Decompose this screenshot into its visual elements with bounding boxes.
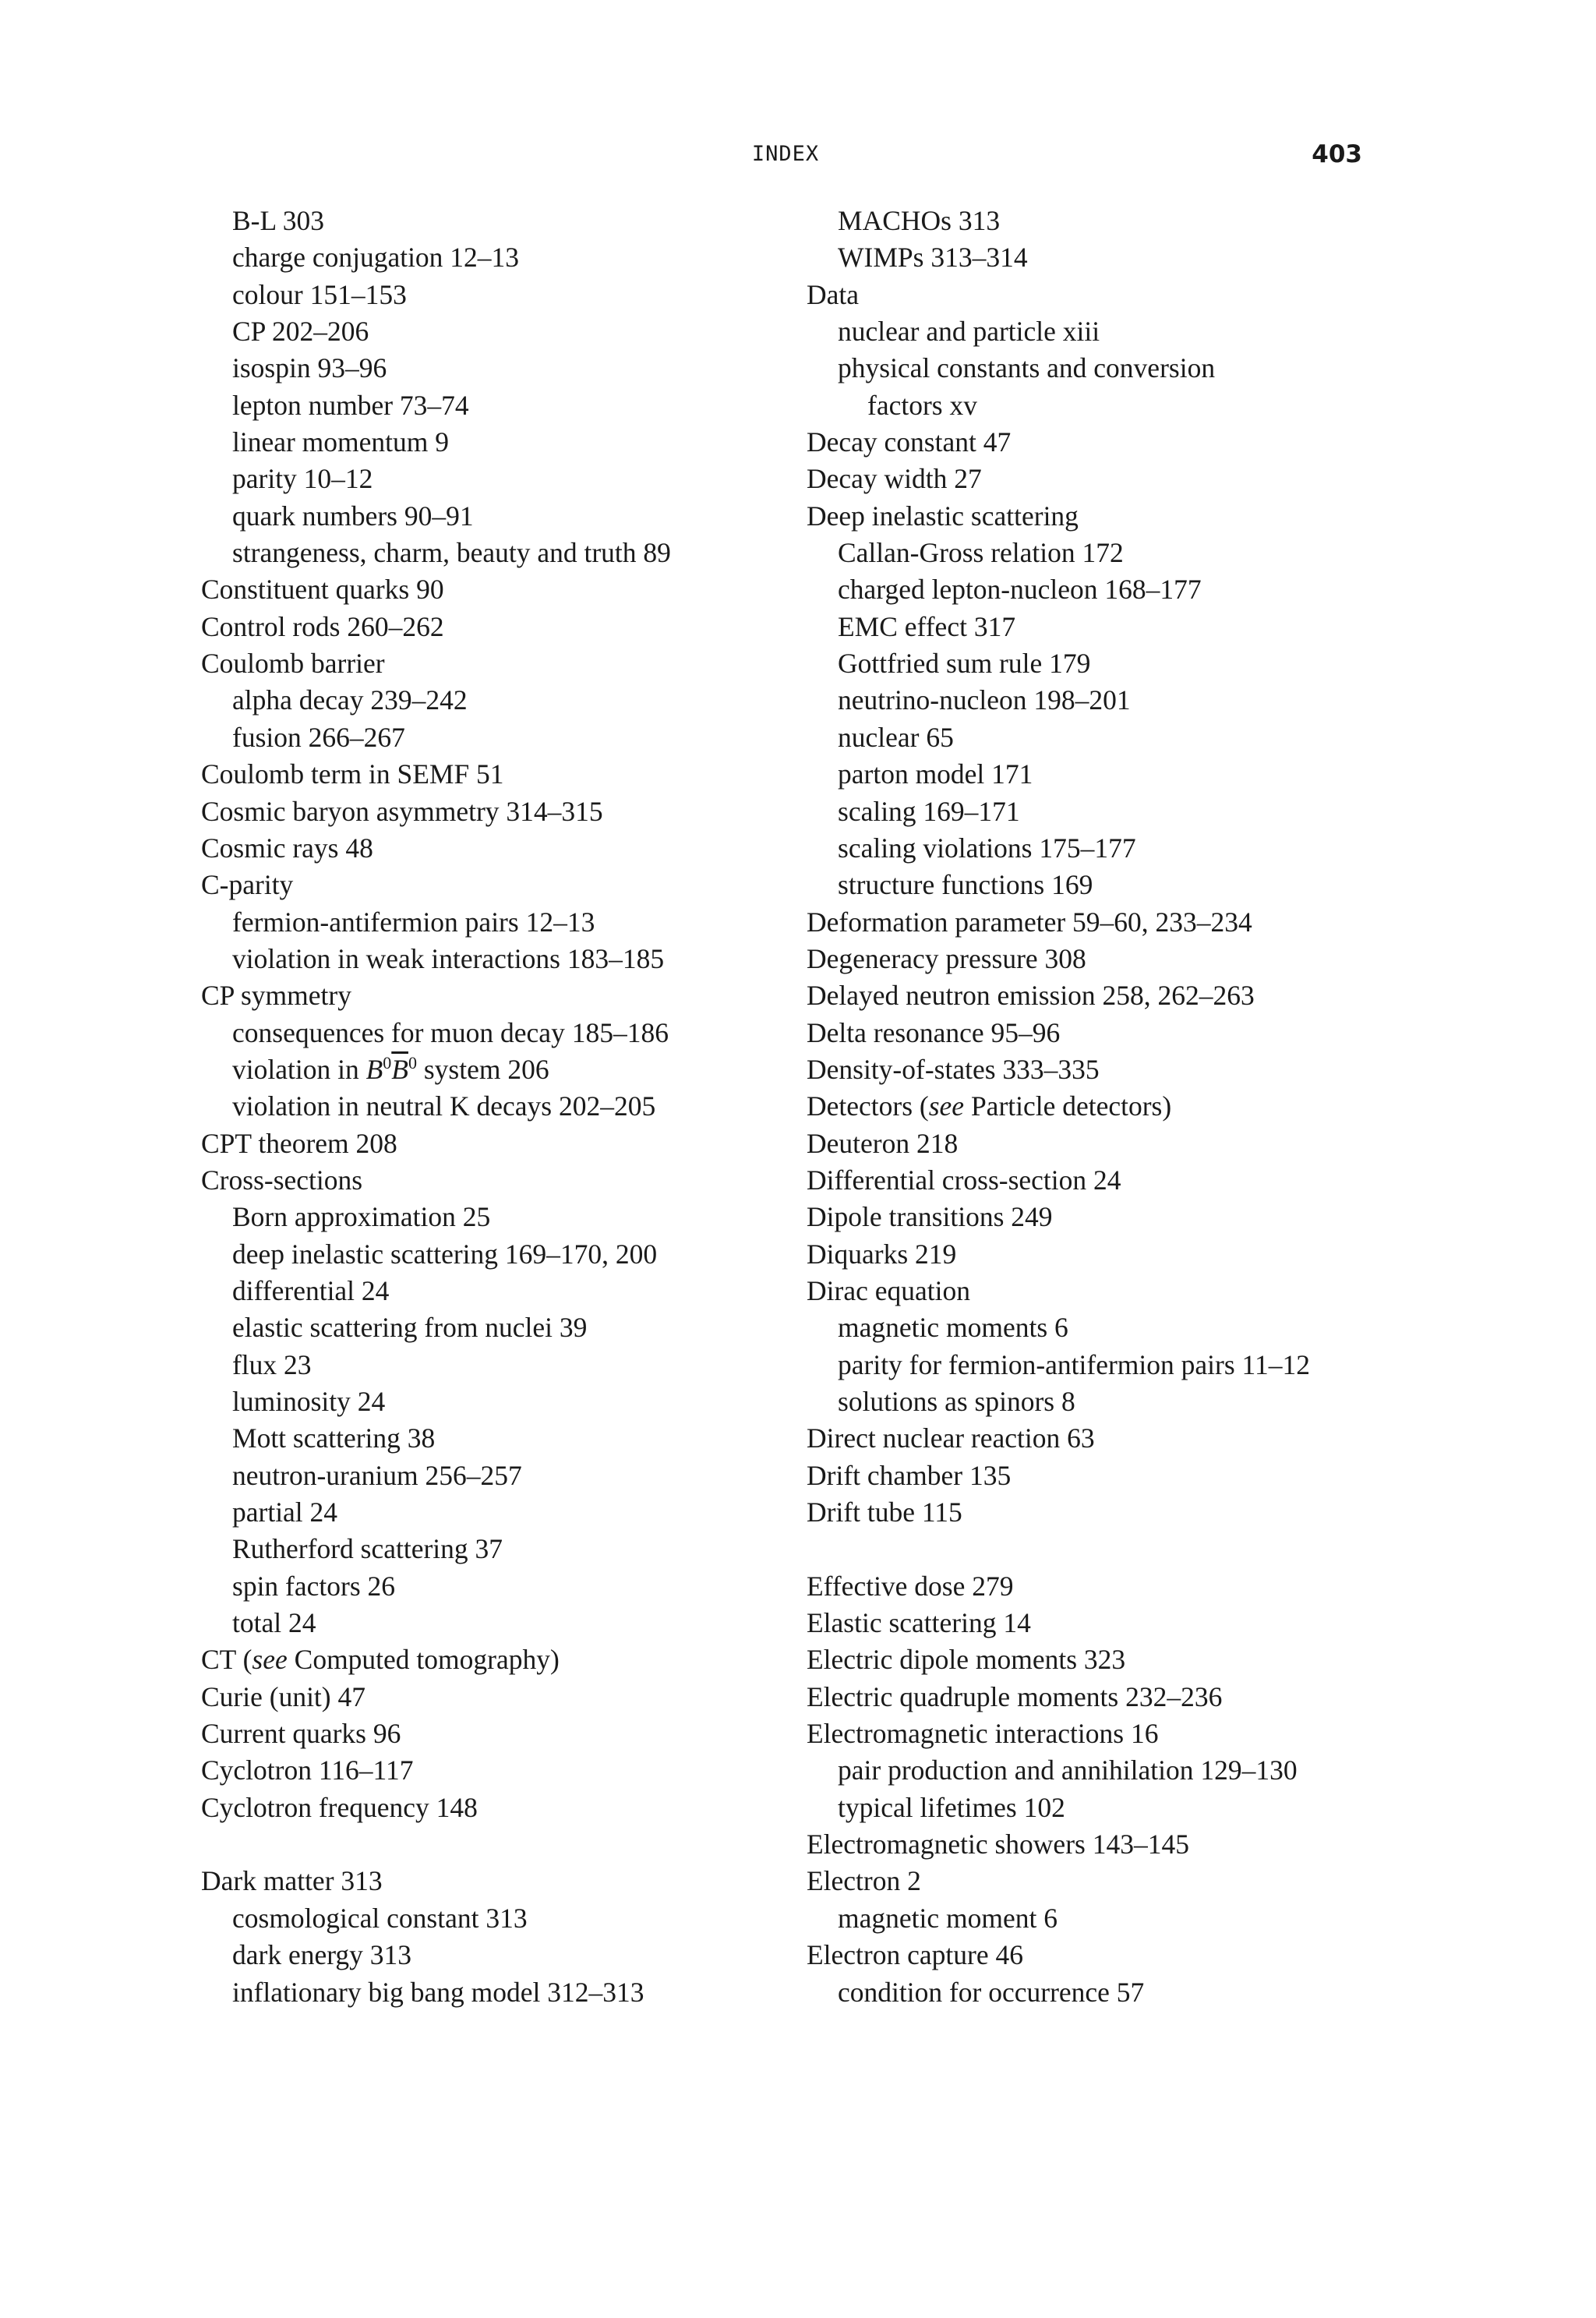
index-entry: C-parity (201, 869, 294, 901)
index-subentry: nuclear 65 (838, 721, 954, 753)
index-subentry: neutron-uranium 256–257 (232, 1459, 522, 1491)
index-subentry: violation in neutral K decays 202–205 (232, 1090, 656, 1122)
see-reference: see (928, 1090, 965, 1122)
math-superscript: 0 (383, 1052, 392, 1072)
index-entry: Coulomb barrier (201, 648, 385, 680)
index-subentry: fusion 266–267 (232, 721, 405, 753)
index-subentry: nuclear and particle xiii (838, 316, 1100, 348)
index-entry: Electric quadruple moments 232–236 (807, 1680, 1223, 1712)
entry-text: violation in (232, 1053, 366, 1085)
index-subentry: Rutherford scattering 37 (232, 1533, 503, 1565)
index-entry: Electromagnetic interactions 16 (807, 1718, 1159, 1750)
index-entry (807, 1088, 1399, 1125)
index-subentry: condition for occurrence 57 (838, 1976, 1145, 2008)
index-subentry: consequences for muon decay 185–186 (232, 1016, 669, 1048)
index-subentry: flux 23 (232, 1348, 312, 1380)
index-subentry: Born approximation 25 (232, 1201, 491, 1233)
index-entry: Drift chamber 135 (807, 1459, 1012, 1491)
index-subentry: alpha decay 239–242 (232, 684, 468, 716)
index-subentry: inflationary big bang model 312–313 (232, 1976, 644, 2008)
index-subentry: fermion-antifermion pairs 12–13 (232, 906, 595, 938)
index-entry: Data (807, 278, 860, 310)
index-subentry: Gottfried sum rule 179 (838, 648, 1091, 680)
index-entry: Cosmic rays 48 (201, 832, 373, 864)
index-subentry: total 24 (232, 1607, 316, 1639)
index-subentry: magnetic moments 6 (838, 1312, 1068, 1344)
index-subentry: scaling violations 175–177 (838, 832, 1136, 864)
see-reference: see (252, 1644, 288, 1676)
index-subentry: factors xv (867, 389, 977, 421)
index-entry: Cyclotron 116–117 (201, 1754, 414, 1786)
index-entry: Electron 2 (807, 1865, 921, 1897)
index-subentry: elastic scattering from nuclei 39 (232, 1312, 588, 1344)
math-symbol: B (365, 1053, 383, 1085)
index-subentry: magnetic moment 6 (838, 1902, 1058, 1934)
index-entry: Coulomb term in SEMF 51 (201, 758, 504, 790)
index-subentry: CP 202–206 (232, 316, 369, 348)
index-subentry: lepton number 73–74 (232, 389, 469, 421)
index-entry: Effective dose 279 (807, 1570, 1014, 1602)
index-entry: Decay width 27 (807, 463, 982, 495)
index-subentry: dark energy 313 (232, 1939, 412, 1971)
index-entry: Deformation parameter 59–60, 233–234 (807, 906, 1252, 938)
index-subentry: Mott scattering 38 (232, 1422, 436, 1454)
index-entry: Cross-sections (201, 1164, 363, 1196)
index-subentry: colour 151–153 (232, 278, 407, 310)
index-entry: Dark matter 313 (201, 1865, 383, 1897)
index-entry: CPT theorem 208 (201, 1127, 397, 1159)
index-entry: Diquarks 219 (807, 1238, 957, 1270)
index-subentry: neutrino-nucleon 198–201 (838, 684, 1131, 716)
index-entry: Electron capture 46 (807, 1939, 1023, 1971)
index-subentry: deep inelastic scattering 169–170, 200 (232, 1238, 658, 1270)
index-letter-gap (807, 1531, 1399, 1567)
index-entry: Deep inelastic scattering (807, 500, 1079, 532)
index-subentry: charge conjugation 12–13 (232, 242, 520, 274)
index-subentry: strangeness, charm, beauty and truth 89 (232, 537, 671, 569)
index-subentry: parity 10–12 (232, 463, 373, 495)
index-subentry: solutions as spinors 8 (838, 1386, 1075, 1417)
index-letter-gap (201, 1826, 793, 1863)
index-entry: Delta resonance 95–96 (807, 1016, 1061, 1048)
entry-text: Detectors ( (807, 1090, 929, 1122)
index-subentry: Callan-Gross relation 172 (838, 537, 1124, 569)
index-entry: Dipole transitions 249 (807, 1201, 1053, 1233)
index-subentry: typical lifetimes 102 (838, 1791, 1065, 1823)
running-head (0, 137, 1596, 171)
index-subentry: physical constants and conversion (838, 352, 1216, 384)
index-subentry: scaling 169–171 (838, 795, 1020, 827)
index-entry: Differential cross-section 24 (807, 1164, 1121, 1196)
index-entry: Drift tube 115 (807, 1496, 962, 1528)
index-entry: Density-of-states 333–335 (807, 1053, 1100, 1085)
entry-text: system 206 (416, 1053, 549, 1085)
index-column-left (201, 203, 793, 2011)
index-subentry: EMC effect 317 (838, 610, 1016, 642)
index-subentry: pair production and annihilation 129–130 (838, 1754, 1298, 1786)
entry-text: Particle detectors) (964, 1090, 1172, 1122)
index-entry: Degeneracy pressure 308 (807, 942, 1086, 974)
index-subentry: quark numbers 90–91 (232, 500, 474, 532)
index-entry: Decay constant 47 (807, 426, 1012, 458)
index-entry: Constituent quarks 90 (201, 574, 444, 606)
index-entry: Delayed neutron emission 258, 262–263 (807, 980, 1255, 1012)
index-subentry: WIMPs 313–314 (838, 242, 1028, 274)
math-symbol-bar: $\overline{B}$ (391, 1053, 408, 1085)
index-column-right (807, 203, 1399, 2011)
index-subentry: B-L 303 (232, 205, 324, 236)
index-subentry: luminosity 24 (232, 1386, 386, 1417)
index-subentry: MACHOs 313 (838, 205, 1001, 236)
index-entry: Deuteron 218 (807, 1127, 959, 1159)
running-head-title: INDEX (751, 142, 820, 166)
index-subentry: violation in weak interactions 183–185 (232, 942, 665, 974)
index-subentry: isospin 93–96 (232, 352, 387, 384)
index-entry: Direct nuclear reaction 63 (807, 1422, 1095, 1454)
index-subentry: parity for fermion-antifermion pairs 11–12 (838, 1348, 1310, 1380)
index-subentry: partial 24 (232, 1496, 338, 1528)
page-number: 403 (1312, 140, 1362, 168)
index-subentry: spin factors 26 (232, 1570, 396, 1602)
entry-text: CT ( (201, 1644, 252, 1676)
index-entry: Control rods 260–262 (201, 610, 444, 642)
index-entry: Electric dipole moments 323 (807, 1644, 1126, 1676)
index-subentry: parton model 171 (838, 758, 1033, 790)
index-entry: Current quarks 96 (201, 1718, 401, 1750)
index-entry: Cyclotron frequency 148 (201, 1791, 478, 1823)
index-subentry: linear momentum 9 (232, 426, 450, 458)
index-subentry: charged lepton-nucleon 168–177 (838, 574, 1202, 606)
index-entry: Curie (unit) 47 (201, 1680, 365, 1712)
index-entry: Electromagnetic showers 143–145 (807, 1829, 1189, 1860)
entry-text: Computed tomography) (287, 1644, 560, 1676)
index-entry: Dirac equation (807, 1274, 970, 1306)
index-entry: CP symmetry (201, 980, 351, 1012)
math-superscript: 0 (408, 1052, 417, 1072)
index-entry: Elastic scattering 14 (807, 1607, 1031, 1639)
index-entry (201, 1641, 793, 1678)
index-subentry: cosmological constant 313 (232, 1902, 528, 1934)
index-subentry (201, 1051, 793, 1088)
index-entry: Cosmic baryon asymmetry 314–315 (201, 795, 603, 827)
index-subentry: differential 24 (232, 1274, 390, 1306)
index-subentry: structure functions 169 (838, 869, 1093, 901)
